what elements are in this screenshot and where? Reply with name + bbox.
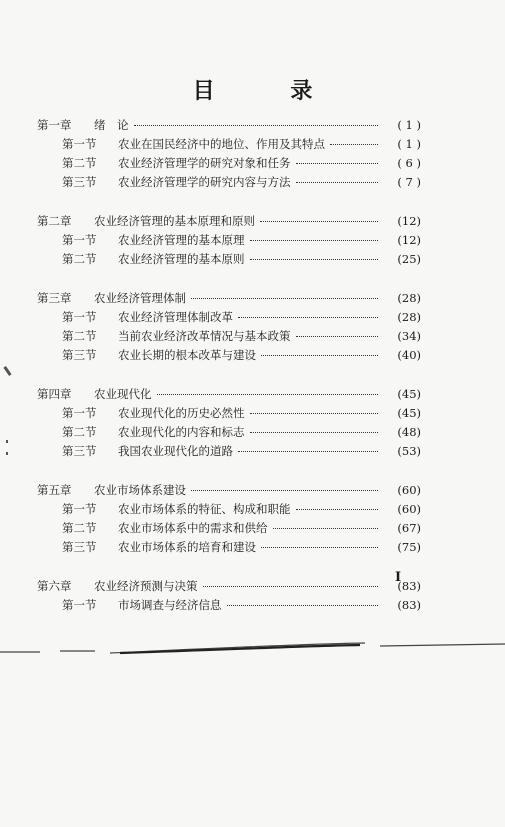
toc-chapter-group xyxy=(37,289,421,365)
toc-section xyxy=(37,519,421,538)
toc-chapter-number: 第六章 xyxy=(37,579,72,593)
toc-chapter xyxy=(37,481,421,500)
dot-leader xyxy=(273,528,379,529)
toc-section-number: 第二节 xyxy=(62,521,97,535)
toc-section xyxy=(37,250,421,269)
toc-section-title: 我国农业现代化的道路 xyxy=(118,444,233,458)
toc-section-number: 第二节 xyxy=(62,425,97,439)
toc-section-number: 第一节 xyxy=(62,598,97,612)
toc-section-title: 农业在国民经济中的地位、作用及其特点 xyxy=(118,137,325,151)
toc-chapter-group xyxy=(37,577,421,615)
toc-section-page: (53) xyxy=(397,444,421,458)
toc-section-page: ( 1 ) xyxy=(397,137,421,151)
toc-section-number: 第三节 xyxy=(62,348,97,362)
toc-section-title: 农业经济管理学的研究对象和任务 xyxy=(118,156,291,170)
dot-leader xyxy=(191,298,378,299)
toc-chapter-page: (45) xyxy=(397,387,421,401)
table-of-contents xyxy=(37,116,421,635)
toc-section-number: 第三节 xyxy=(62,175,97,189)
toc-section-title: 农业市场体系的培育和建设 xyxy=(118,540,256,554)
toc-chapter-page: (60) xyxy=(397,483,421,497)
toc-section-page: (12) xyxy=(397,233,421,247)
toc-section-title: 农业经济管理学的研究内容与方法 xyxy=(118,175,291,189)
toc-section-page: (40) xyxy=(397,348,421,362)
toc-section-title: 农业经济管理的基本原则 xyxy=(118,252,245,266)
toc-section-page: (75) xyxy=(397,540,421,554)
toc-chapter-title: 农业经济管理的基本原理和原则 xyxy=(94,214,255,228)
dot-leader xyxy=(296,182,379,183)
toc-section xyxy=(37,500,421,519)
toc-section-title: 农业长期的根本改革与建设 xyxy=(118,348,256,362)
dot-leader xyxy=(296,336,379,337)
toc-title: 目 录 xyxy=(192,78,347,104)
toc-chapter-title: 绪 论 xyxy=(94,118,129,132)
toc-section-title: 当前农业经济改革情况与基本政策 xyxy=(118,329,291,343)
toc-section-number: 第二节 xyxy=(62,156,97,170)
toc-section xyxy=(37,173,421,192)
dot-leader xyxy=(227,605,379,606)
dot-leader xyxy=(157,394,379,395)
toc-section-title: 农业现代化的历史必然性 xyxy=(118,406,245,420)
toc-section-title: 农业经济管理体制改革 xyxy=(118,310,233,324)
toc-section-page: ( 7 ) xyxy=(397,175,421,189)
dot-leader xyxy=(134,125,379,126)
toc-section-title: 市场调查与经济信息 xyxy=(118,598,222,612)
dot-leader xyxy=(330,144,378,145)
dot-leader xyxy=(250,240,379,241)
dot-leader xyxy=(261,547,378,548)
toc-section-page: (83) xyxy=(397,598,421,612)
toc-chapter-number: 第二章 xyxy=(37,214,72,228)
toc-chapter-title: 农业现代化 xyxy=(94,387,152,401)
toc-section xyxy=(37,346,421,365)
scan-shadow-line xyxy=(0,640,505,660)
toc-section-page: (48) xyxy=(397,425,421,439)
toc-chapter-group xyxy=(37,116,421,192)
toc-section-number: 第一节 xyxy=(62,233,97,247)
toc-section xyxy=(37,404,421,423)
dot-leader xyxy=(296,509,379,510)
toc-chapter xyxy=(37,577,421,596)
toc-section-number: 第一节 xyxy=(62,502,97,516)
toc-chapter xyxy=(37,116,421,135)
toc-section-number: 第三节 xyxy=(62,444,97,458)
toc-section xyxy=(37,538,421,557)
toc-chapter xyxy=(37,385,421,404)
toc-chapter-title: 农业经济预测与决策 xyxy=(94,579,198,593)
scan-margin-dot xyxy=(6,440,8,443)
toc-section-number: 第二节 xyxy=(62,329,97,343)
toc-chapter-title: 农业经济管理体制 xyxy=(94,291,186,305)
toc-section xyxy=(37,154,421,173)
toc-section-title: 农业现代化的内容和标志 xyxy=(118,425,245,439)
toc-chapter-page: (12) xyxy=(397,214,421,228)
toc-section-number: 第二节 xyxy=(62,252,97,266)
toc-section xyxy=(37,308,421,327)
toc-section-page: (60) xyxy=(397,502,421,516)
toc-section-page: (25) xyxy=(397,252,421,266)
toc-section-page: (34) xyxy=(397,329,421,343)
toc-chapter xyxy=(37,212,421,231)
dot-leader xyxy=(250,432,379,433)
dot-leader xyxy=(250,259,379,260)
toc-chapter-group xyxy=(37,481,421,557)
toc-chapter-page: ( 1 ) xyxy=(397,118,421,132)
toc-chapter-number: 第一章 xyxy=(37,118,72,132)
toc-section-number: 第一节 xyxy=(62,137,97,151)
toc-chapter-page: (28) xyxy=(397,291,421,305)
toc-section-number: 第一节 xyxy=(62,310,97,324)
toc-section-title: 农业市场体系中的需求和供给 xyxy=(118,521,268,535)
toc-chapter-group xyxy=(37,212,421,269)
toc-section xyxy=(37,596,421,615)
scan-margin-mark xyxy=(3,366,11,376)
toc-section xyxy=(37,423,421,442)
toc-section xyxy=(37,327,421,346)
toc-chapter-group xyxy=(37,385,421,461)
dot-leader xyxy=(238,451,378,452)
toc-chapter-title: 农业市场体系建设 xyxy=(94,483,186,497)
toc-section-page: (28) xyxy=(397,310,421,324)
toc-section xyxy=(37,135,421,154)
toc-chapter-number: 第五章 xyxy=(37,483,72,497)
page-number: I xyxy=(395,570,402,585)
scan-margin-dot xyxy=(6,452,8,455)
toc-section-page: (45) xyxy=(397,406,421,420)
toc-section-page: ( 6 ) xyxy=(397,156,421,170)
dot-leader xyxy=(203,586,379,587)
dot-leader xyxy=(191,490,378,491)
toc-chapter xyxy=(37,289,421,308)
toc-chapter-number: 第四章 xyxy=(37,387,72,401)
toc-section-title: 农业经济管理的基本原理 xyxy=(118,233,245,247)
dot-leader xyxy=(261,355,378,356)
dot-leader xyxy=(238,317,378,318)
dot-leader xyxy=(260,221,378,222)
dot-leader xyxy=(296,163,379,164)
toc-section-number: 第一节 xyxy=(62,406,97,420)
toc-section xyxy=(37,231,421,250)
toc-section-page: (67) xyxy=(397,521,421,535)
toc-chapter-page: (83) xyxy=(397,579,421,593)
toc-chapter-number: 第三章 xyxy=(37,291,72,305)
dot-leader xyxy=(250,413,379,414)
toc-section-number: 第三节 xyxy=(62,540,97,554)
toc-section-title: 农业市场体系的特征、构成和职能 xyxy=(118,502,291,516)
toc-section xyxy=(37,442,421,461)
